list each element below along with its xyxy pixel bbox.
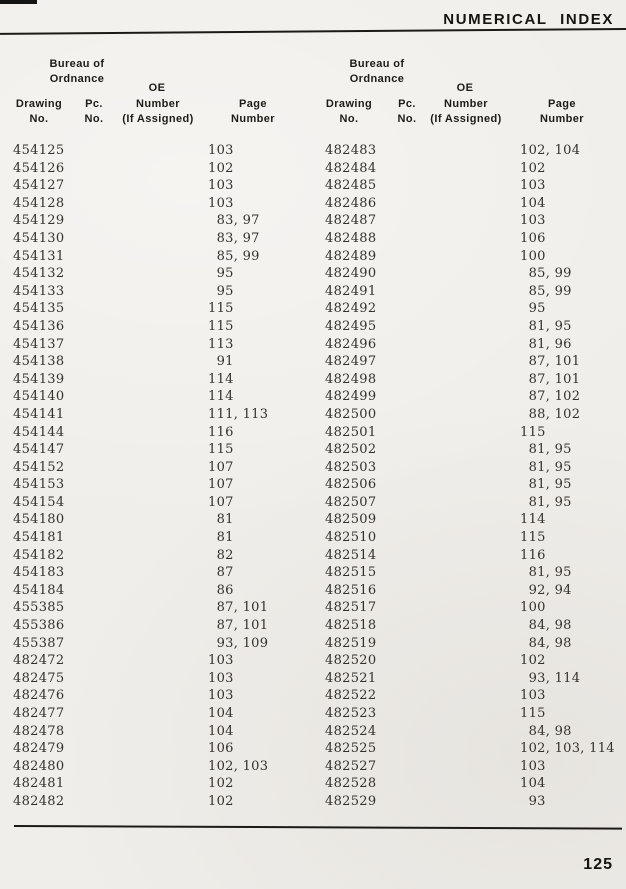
table-row bbox=[325, 740, 615, 758]
page-number-cell: 81, 95 bbox=[520, 565, 572, 581]
oe-line3: (If Assigned) bbox=[122, 113, 194, 125]
page-number-cell: 81, 95 bbox=[520, 442, 572, 458]
table-row bbox=[13, 547, 268, 565]
drawing-number-cell: 455387 bbox=[13, 635, 65, 651]
drawing-number-cell: 482506 bbox=[325, 477, 377, 493]
drawing-number-cell: 454129 bbox=[13, 213, 65, 229]
table-row bbox=[325, 353, 615, 371]
drawing-number-cell: 454152 bbox=[13, 459, 65, 475]
scan-edge-artifact bbox=[0, 0, 37, 4]
table-row bbox=[13, 459, 268, 477]
drawing-number-cell: 482495 bbox=[325, 318, 377, 334]
page-number-cell: 103 bbox=[520, 213, 546, 229]
table-row bbox=[325, 670, 615, 688]
drawing-number-cell: 454131 bbox=[13, 248, 65, 264]
page-number-cell: 103 bbox=[208, 688, 234, 704]
drawing-number-cell: 482499 bbox=[325, 389, 377, 405]
page-number-cell: 115 bbox=[520, 530, 546, 546]
drawing-number-cell: 482490 bbox=[325, 266, 377, 282]
page-number-cell: 81 bbox=[208, 512, 234, 528]
page-number-cell: 103 bbox=[520, 758, 546, 774]
footer-rule bbox=[14, 825, 622, 830]
page-number: 125 bbox=[583, 856, 613, 873]
drawing-number-cell: 454184 bbox=[13, 582, 65, 598]
drawing-number-cell: 454127 bbox=[13, 178, 65, 194]
table-row bbox=[325, 564, 615, 582]
table-row bbox=[13, 582, 268, 600]
page-number-cell: 114 bbox=[208, 389, 234, 405]
drawing-number-cell: 482484 bbox=[325, 160, 377, 176]
table-row bbox=[325, 160, 615, 178]
page-number-cell: 85, 99 bbox=[520, 283, 572, 299]
column-header-drawing bbox=[16, 97, 62, 127]
table-row bbox=[13, 635, 268, 653]
page-number-cell: 83, 97 bbox=[208, 213, 260, 229]
drawing-number-cell: 455385 bbox=[13, 600, 65, 616]
table-row bbox=[13, 195, 268, 213]
page-line2: Number bbox=[540, 113, 584, 125]
drawing-number-cell: 482507 bbox=[325, 494, 377, 510]
drawing-number-cell: 482475 bbox=[13, 670, 65, 686]
column-header-bureau bbox=[50, 57, 105, 87]
table-row bbox=[325, 494, 615, 512]
table-row bbox=[13, 177, 268, 195]
page-line1: Page bbox=[239, 98, 267, 110]
page-number-cell: 116 bbox=[208, 424, 234, 440]
drawing-number-cell: 482520 bbox=[325, 653, 377, 669]
index-table-right bbox=[325, 142, 615, 811]
table-row bbox=[13, 248, 268, 266]
page-number-cell: 85, 99 bbox=[520, 266, 572, 282]
page-number-cell: 115 bbox=[520, 706, 546, 721]
bureau-line2: Ordnance bbox=[349, 73, 405, 85]
page-number-cell: 88, 102 bbox=[520, 406, 581, 422]
column-header-pc bbox=[398, 97, 417, 127]
table-row bbox=[325, 336, 615, 354]
table-row bbox=[325, 476, 615, 494]
page-number-cell: 81, 95 bbox=[520, 477, 572, 493]
drawing-number-cell: 482500 bbox=[325, 406, 377, 422]
table-row bbox=[325, 599, 615, 617]
table-row bbox=[325, 177, 615, 195]
drawing-number-cell: 482528 bbox=[325, 776, 377, 792]
drawing-number-cell: 454140 bbox=[13, 389, 65, 405]
drawing-number-cell: 454126 bbox=[13, 160, 65, 176]
table-row bbox=[13, 142, 268, 160]
drawing-number-cell: 482478 bbox=[13, 723, 65, 739]
table-row bbox=[325, 388, 615, 406]
page-number-cell: 93 bbox=[520, 793, 546, 809]
drawing-number-cell: 482525 bbox=[325, 741, 377, 757]
table-row bbox=[13, 371, 268, 389]
drawing-number-cell: 482488 bbox=[325, 230, 377, 246]
page-number-cell: 114 bbox=[208, 371, 234, 387]
oe-line3: (If Assigned) bbox=[430, 113, 502, 125]
page-number-cell: 85, 99 bbox=[208, 248, 260, 264]
oe-line2: Number bbox=[136, 98, 180, 110]
drawing-number-cell: 454181 bbox=[13, 530, 65, 546]
table-row bbox=[325, 424, 615, 442]
drawing-number-cell: 482492 bbox=[325, 301, 377, 317]
table-row bbox=[325, 230, 615, 248]
table-row bbox=[13, 336, 268, 354]
page-number-cell: 102 bbox=[208, 776, 234, 792]
table-row bbox=[325, 212, 615, 230]
table-row bbox=[13, 617, 268, 635]
page-number-cell: 81, 95 bbox=[520, 318, 572, 334]
drawing-number-cell: 482527 bbox=[325, 758, 377, 774]
page-number-cell: 84, 98 bbox=[520, 723, 572, 739]
drawing-number-cell: 482481 bbox=[13, 776, 65, 792]
drawing-number-cell: 454147 bbox=[13, 442, 65, 458]
page-number-cell: 102, 104 bbox=[520, 143, 581, 158]
drawing-number-cell: 482510 bbox=[325, 530, 377, 546]
page-number-cell: 115 bbox=[208, 301, 234, 317]
column-header-bureau bbox=[350, 57, 405, 87]
table-row bbox=[13, 705, 268, 723]
table-row bbox=[325, 300, 615, 318]
drawing-line2: No. bbox=[339, 113, 359, 125]
table-row bbox=[13, 318, 268, 336]
column-header-drawing bbox=[326, 97, 372, 127]
table-row bbox=[325, 687, 615, 705]
column-header-pc bbox=[85, 97, 104, 127]
table-row bbox=[13, 494, 268, 512]
drawing-number-cell: 454183 bbox=[13, 565, 65, 581]
table-header-right bbox=[313, 55, 626, 140]
page-number-cell: 91 bbox=[208, 354, 234, 370]
drawing-number-cell: 482479 bbox=[13, 741, 65, 757]
drawing-number-cell: 482486 bbox=[325, 195, 377, 211]
page-title: NUMERICAL INDEX bbox=[443, 11, 614, 28]
table-row bbox=[13, 758, 268, 776]
drawing-line1: Drawing bbox=[15, 98, 63, 110]
drawing-number-cell: 454133 bbox=[13, 283, 65, 299]
table-row bbox=[325, 529, 615, 547]
page-number-cell: 102, 103, 114 bbox=[520, 741, 615, 757]
drawing-number-cell: 454153 bbox=[13, 477, 65, 493]
page-number-cell: 102 bbox=[520, 653, 546, 669]
pc-line2: No. bbox=[397, 113, 417, 125]
drawing-number-cell: 482517 bbox=[325, 600, 377, 616]
table-row bbox=[325, 318, 615, 336]
table-row bbox=[13, 476, 268, 494]
table-row bbox=[13, 265, 268, 283]
pc-line2: No. bbox=[84, 113, 104, 125]
table-row bbox=[325, 652, 615, 670]
drawing-number-cell: 482524 bbox=[325, 723, 377, 739]
drawing-line2: No. bbox=[29, 113, 49, 125]
drawing-number-cell: 482472 bbox=[13, 653, 65, 669]
page-number-cell: 81, 95 bbox=[520, 494, 572, 510]
drawing-number-cell: 482480 bbox=[13, 758, 65, 774]
drawing-number-cell: 482477 bbox=[13, 706, 65, 721]
drawing-number-cell: 482521 bbox=[325, 670, 377, 686]
page-number-cell: 104 bbox=[208, 706, 234, 721]
bureau-line1: Bureau of bbox=[49, 58, 105, 70]
page-number-cell: 100 bbox=[520, 600, 546, 616]
page-number-cell: 87 bbox=[208, 565, 234, 581]
page-number-cell: 102 bbox=[208, 160, 234, 176]
drawing-number-cell: 454125 bbox=[13, 143, 65, 158]
page-number-cell: 82 bbox=[208, 547, 234, 563]
drawing-number-cell: 454135 bbox=[13, 301, 65, 317]
table-row bbox=[325, 635, 615, 653]
oe-line2: Number bbox=[444, 98, 488, 110]
page-number-cell: 104 bbox=[520, 776, 546, 792]
page-number-cell: 107 bbox=[208, 494, 234, 510]
page-number-cell: 95 bbox=[208, 266, 234, 282]
page-number-cell: 87, 101 bbox=[208, 600, 269, 616]
page-number-cell: 95 bbox=[208, 283, 234, 299]
page-number-cell: 115 bbox=[520, 424, 546, 440]
table-row bbox=[13, 793, 268, 811]
table-row bbox=[325, 617, 615, 635]
table-row bbox=[325, 775, 615, 793]
table-row bbox=[325, 793, 615, 811]
drawing-number-cell: 482476 bbox=[13, 688, 65, 704]
page-number-cell: 86 bbox=[208, 582, 234, 598]
page-number-cell: 104 bbox=[208, 723, 234, 739]
page-number-cell: 102 bbox=[208, 793, 234, 809]
table-row bbox=[325, 547, 615, 565]
table-row bbox=[13, 564, 268, 582]
page-number-cell: 95 bbox=[520, 301, 546, 317]
page-number-cell: 103 bbox=[208, 143, 234, 158]
page-number-cell: 81 bbox=[208, 530, 234, 546]
page-number-cell: 83, 97 bbox=[208, 230, 260, 246]
table-row bbox=[13, 424, 268, 442]
drawing-number-cell: 482516 bbox=[325, 582, 377, 598]
page-number-cell: 103 bbox=[520, 178, 546, 194]
column-header-oe-top: OE bbox=[148, 82, 166, 94]
drawing-number-cell: 482509 bbox=[325, 512, 377, 528]
drawing-number-cell: 482485 bbox=[325, 178, 377, 194]
page-number-cell: 92, 94 bbox=[520, 582, 572, 598]
column-header-page bbox=[231, 97, 275, 127]
page-number-cell: 116 bbox=[520, 547, 546, 563]
drawing-number-cell: 482518 bbox=[325, 618, 377, 634]
drawing-number-cell: 482529 bbox=[325, 793, 377, 809]
drawing-number-cell: 482482 bbox=[13, 793, 65, 809]
page-number-cell: 87, 101 bbox=[520, 354, 581, 370]
drawing-number-cell: 482501 bbox=[325, 424, 377, 440]
table-row bbox=[13, 511, 268, 529]
drawing-number-cell: 454182 bbox=[13, 547, 65, 563]
drawing-number-cell: 482497 bbox=[325, 354, 377, 370]
page-number-cell: 93, 109 bbox=[208, 635, 269, 651]
table-row bbox=[13, 740, 268, 758]
page-number-cell: 102 bbox=[520, 160, 546, 176]
table-row bbox=[13, 723, 268, 741]
table-row bbox=[13, 406, 268, 424]
bureau-line2: Ordnance bbox=[49, 73, 105, 85]
page-number-cell: 87, 101 bbox=[208, 618, 269, 634]
drawing-number-cell: 454137 bbox=[13, 336, 65, 352]
table-row bbox=[13, 652, 268, 670]
table-row bbox=[13, 212, 268, 230]
page-number-cell: 111, 113 bbox=[208, 406, 269, 422]
bureau-line1: Bureau of bbox=[349, 58, 405, 70]
page-number-cell: 113 bbox=[208, 336, 234, 352]
table-row bbox=[325, 265, 615, 283]
drawing-number-cell: 455386 bbox=[13, 618, 65, 634]
page-number-cell: 104 bbox=[520, 195, 546, 211]
table-row bbox=[13, 230, 268, 248]
drawing-number-cell: 454139 bbox=[13, 371, 65, 387]
page-number-cell: 103 bbox=[208, 653, 234, 669]
table-row bbox=[13, 388, 268, 406]
drawing-number-cell: 482502 bbox=[325, 442, 377, 458]
drawing-number-cell: 482487 bbox=[325, 213, 377, 229]
drawing-number-cell: 454180 bbox=[13, 512, 65, 528]
page-number-cell: 81, 96 bbox=[520, 336, 572, 352]
drawing-number-cell: 454132 bbox=[13, 266, 65, 282]
drawing-number-cell: 482489 bbox=[325, 248, 377, 264]
drawing-number-cell: 454144 bbox=[13, 424, 65, 440]
page-line1: Page bbox=[548, 98, 576, 110]
page-number-cell: 103 bbox=[208, 670, 234, 686]
drawing-number-cell: 482519 bbox=[325, 635, 377, 651]
page-number-cell: 107 bbox=[208, 477, 234, 493]
table-row bbox=[325, 511, 615, 529]
table-row bbox=[13, 160, 268, 178]
page-number-cell: 103 bbox=[208, 195, 234, 211]
drawing-line1: Drawing bbox=[325, 98, 373, 110]
drawing-number-cell: 482496 bbox=[325, 336, 377, 352]
page-number-cell: 93, 114 bbox=[520, 670, 581, 686]
column-header-oe bbox=[430, 97, 501, 127]
table-row bbox=[325, 371, 615, 389]
table-row bbox=[325, 758, 615, 776]
table-header-left bbox=[0, 55, 313, 140]
table-row bbox=[13, 353, 268, 371]
table-row bbox=[13, 599, 268, 617]
page-number-cell: 106 bbox=[520, 230, 546, 246]
table-row bbox=[13, 283, 268, 301]
table-row bbox=[13, 670, 268, 688]
drawing-number-cell: 482503 bbox=[325, 459, 377, 475]
page-number-cell: 106 bbox=[208, 741, 234, 757]
drawing-number-cell: 454154 bbox=[13, 494, 65, 510]
drawing-number-cell: 454141 bbox=[13, 406, 65, 422]
table-row bbox=[325, 723, 615, 741]
table-row bbox=[325, 283, 615, 301]
drawing-number-cell: 482522 bbox=[325, 688, 377, 704]
page-line2: Number bbox=[231, 113, 275, 125]
drawing-number-cell: 482491 bbox=[325, 283, 377, 299]
pc-line1: Pc. bbox=[398, 98, 416, 110]
table-row bbox=[325, 705, 615, 723]
drawing-number-cell: 482483 bbox=[325, 143, 377, 158]
table-row bbox=[325, 195, 615, 213]
drawing-number-cell: 454128 bbox=[13, 195, 65, 211]
page-number-cell: 81, 95 bbox=[520, 459, 572, 475]
table-row bbox=[325, 248, 615, 266]
table-row bbox=[13, 441, 268, 459]
drawing-number-cell: 454130 bbox=[13, 230, 65, 246]
page-number-cell: 107 bbox=[208, 459, 234, 475]
table-row bbox=[13, 529, 268, 547]
column-header-oe bbox=[122, 97, 193, 127]
drawing-number-cell: 454138 bbox=[13, 354, 65, 370]
drawing-number-cell: 482515 bbox=[325, 565, 377, 581]
table-row bbox=[325, 459, 615, 477]
page-number-cell: 100 bbox=[520, 248, 546, 264]
pc-line1: Pc. bbox=[85, 98, 103, 110]
title-rule bbox=[0, 28, 626, 35]
drawing-number-cell: 482498 bbox=[325, 371, 377, 387]
index-table-left bbox=[13, 142, 268, 811]
table-row bbox=[13, 687, 268, 705]
table-row bbox=[325, 142, 615, 160]
column-header-page bbox=[540, 97, 584, 127]
page-number-cell: 103 bbox=[520, 688, 546, 704]
table-row bbox=[325, 441, 615, 459]
page-number-cell: 87, 102 bbox=[520, 389, 581, 405]
page-number-cell: 103 bbox=[208, 178, 234, 194]
drawing-number-cell: 454136 bbox=[13, 318, 65, 334]
page-number-cell: 84, 98 bbox=[520, 635, 572, 651]
drawing-number-cell: 482523 bbox=[325, 706, 377, 721]
table-row bbox=[13, 300, 268, 318]
page-number-cell: 115 bbox=[208, 318, 234, 334]
page-number-cell: 115 bbox=[208, 442, 234, 458]
column-header-oe-top: OE bbox=[456, 82, 474, 94]
page-number-cell: 87, 101 bbox=[520, 371, 581, 387]
table-row bbox=[13, 775, 268, 793]
table-row bbox=[325, 406, 615, 424]
page-number-cell: 102, 103 bbox=[208, 758, 269, 774]
table-row bbox=[325, 582, 615, 600]
page-number-cell: 84, 98 bbox=[520, 618, 572, 634]
page-number-cell: 114 bbox=[520, 512, 546, 528]
drawing-number-cell: 482514 bbox=[325, 547, 377, 563]
